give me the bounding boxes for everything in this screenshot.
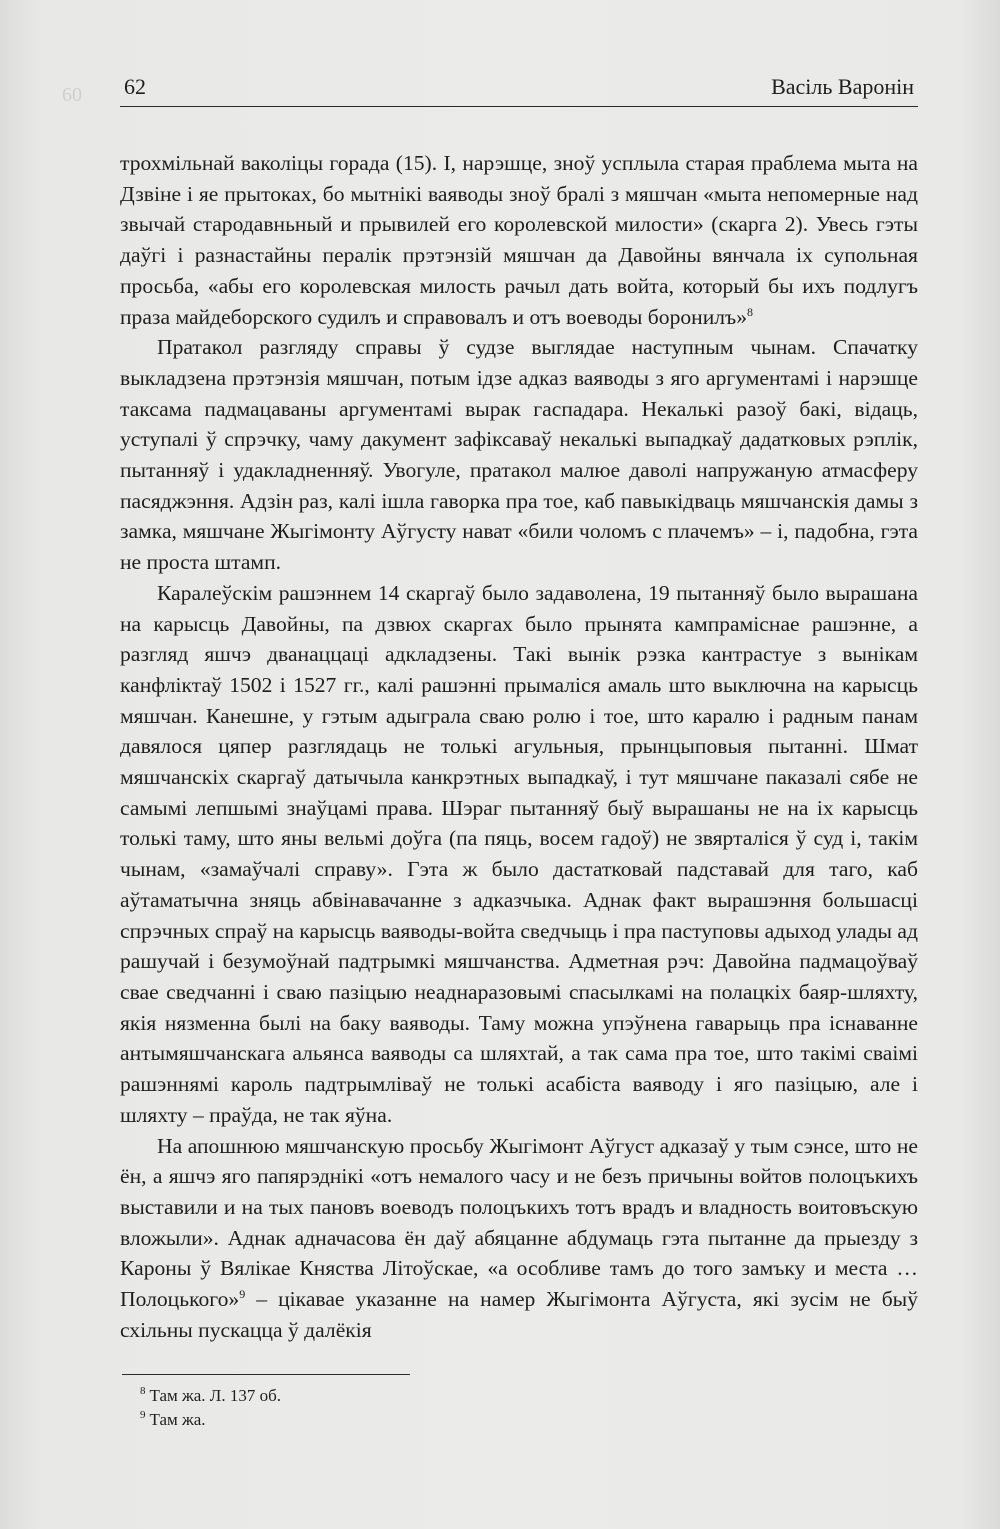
paragraph-3 xyxy=(120,578,918,1131)
footnote-number: 8 xyxy=(140,1385,146,1398)
footnotes xyxy=(140,1384,640,1432)
paragraph-text-continued: – цікавае указанне на намер Жыгімонта Аўгуста, які зусім не быў схільны пускацца ў далёкія xyxy=(120,1287,918,1342)
paragraph-2 xyxy=(120,332,918,578)
page-number: 62 xyxy=(124,74,146,99)
paragraph-text: Каралеўскім рашэннем 14 скаргаў было задаволена, 19 пытанняў было вырашана на карысць Давойны, па дзвюх скаргах было прынята кампраміснае рашэнне, а разгляд яшчэ дванаццаці адкладзены. Такі вынік рэзка кантрастуе з вынікам канфліктаў 1502 і 1527 гг., калі рашэнні прымаліся амаль што выключна на карысць мяшчан. Канешне, у гэтым адыграла сваю ролю і тое, што каралю і радным панам давялося цяпер разглядаць не толькі агульныя, прынцыповыя пытанні. Шмат мяшчанскіх скаргаў датычыла канкрэтных выпадкаў, і тут мяшчане паказалі сябе не самымі лепшымі знаўцамі права. Шэраг пытанняў быў вырашаны не на іх карысць толькі таму, што яны вельмі доўга (па пяць, восем гадоў) не звярталіся ў суд і, такім чынам, «замаўчалі справу». Гэта ж было дастатковай падставай для таго, каб аўтаматычна зняць абвінавачанне з адказчыка. Аднак факт вырашэння большасці спрэчных спраў на карысць ваяводы-войта сведчыць і пра паступовы адыход улады ад рашучай і безумоўнай падтрымкі мяшчанства. Адметная рэч: Давойна падмацоўваў свае сведчанні і сваю пазіцыю неаднаразовымі спасылкамі на полацкіх баяр-шляхту, якія нязменна былі на баку ваяводы. Таму можна упэўнена гаварыць пра існаванне антымяшчанскага альянса ваяводы са шляхтай, а так сама пра тое, што такімі сваімі рашэннямі кароль падтрымліваў не толькі асабіста ваяводу і яго пазіцыю, але і шляхту – праўда, не так яўна. xyxy=(120,580,918,1127)
footnote-ref: 8 xyxy=(747,304,754,319)
footnote-text: Там жа. Л. 137 об. xyxy=(149,1386,281,1405)
footnote-8 xyxy=(140,1384,640,1408)
running-header xyxy=(120,72,918,107)
footnote-text: Там жа. xyxy=(149,1410,206,1429)
paragraph-text: трохмільнай ваколіцы горада (15). І, нарэшце, зноў усплыла старая праблема мыта на Дзвіне і яе прытоках, бо мытнікі ваяводы зноў бралі з мяшчан «мыта непомерные над звычай стародавньный и прывилей его королевской милости» (скарга 2). Увесь гэты даўгі і разнастайны пералік прэтэнзій мяшчан да Давойны вянчала іх супольная просьба, «абы его королевская милость рачыл дать войта, который бы ихъ подлугъ праза майдеборского судилъ и справовалъ и отъ воеводы боронилъ» xyxy=(120,151,918,329)
running-head-title: Васіль Варонін xyxy=(771,74,914,99)
paragraph-text: Пратакол разгляду справы ў судзе выглядае наступным чынам. Спачатку выкладзена прэтэнзія мяшчан, потым ідзе адказ ваяводы з яго аргументамі і нарэшце таксама падмацаваны аргументамі вырак гаспадара. Некалькі разоў бакі, відаць, уступалі ў спрэчку, чаму дакумент зафіксаваў некалькі выпадкаў дадатковых рэплік, пытанняў і удакладненняў. Увогуле, пратакол малюе даволі напружаную атмасферу пасяджэння. Адзін раз, калі ішла гаворка пра тое, каб павыкідваць мяшчанскія дамы з замка, мяшчане Жыгімонту Аўгусту нават «били чоломъ с плачемъ» – і, падобна, гэта не проста штамп. xyxy=(120,335,918,575)
main-text xyxy=(120,148,918,1345)
paragraph-4 xyxy=(120,1131,918,1346)
footnote-number: 9 xyxy=(140,1409,146,1422)
paragraph-text: На апошнюю мяшчанскую просьбу Жыгімонт Аўгуст адказаў у тым сэнсе, што не ён, а яшчэ яго папярэднікі «отъ немалого часу и не безъ причыны войтов полоцъкихъ выставили и на тых пановъ воеводъ полоцъкихъ тотъ врадъ и владность воитовъскую вложыли». Аднак адначасова ён даў абяцанне абдумаць гэта пытанне да прыезду з Кароны ў Вялікае Княства Літоўскае, «а особливе тамъ до того замъку и места … Полоцького» xyxy=(120,1133,918,1312)
footnote-ref: 9 xyxy=(239,1286,246,1301)
footnote-9 xyxy=(140,1408,640,1432)
show-through-left: 60 xyxy=(62,84,82,106)
footnote-rule xyxy=(122,1374,410,1375)
paragraph-1 xyxy=(120,148,918,332)
